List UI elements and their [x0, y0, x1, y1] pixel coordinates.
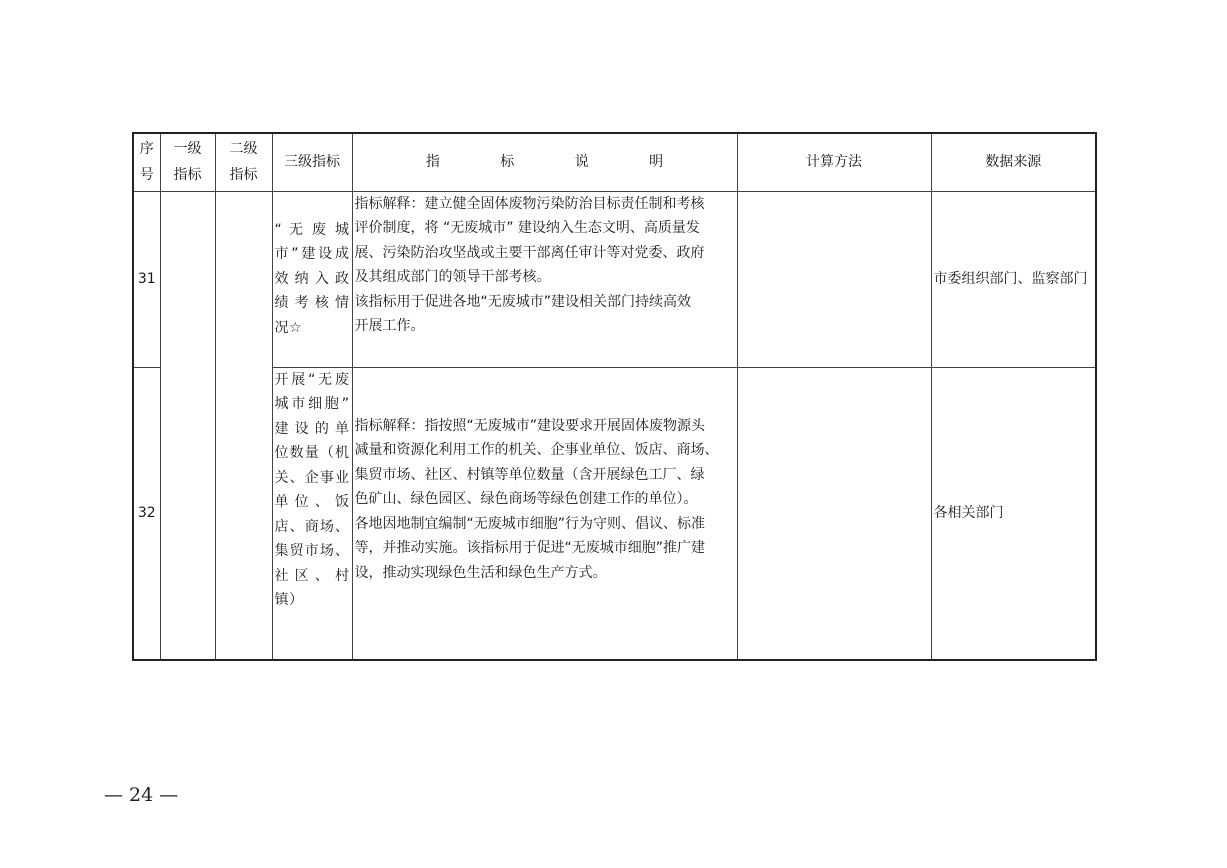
description-line: 各地因地制宜编制“无废城市细胞”行为守则、倡议、标准 — [354, 515, 706, 532]
header-level2-line-1: 二级 — [229, 141, 258, 158]
description-line: 色矿山、绿色园区、绿色商场等绿色创建工作的单位）。 — [354, 491, 698, 507]
row-level3 — [272, 191, 352, 367]
row-level3 — [272, 367, 352, 660]
row-seq: 32 — [133, 367, 160, 660]
table-row — [133, 367, 1096, 660]
description-block — [355, 368, 735, 586]
header-level2 — [215, 133, 272, 191]
header-description — [352, 133, 737, 191]
header-level3: 三级指标 — [272, 133, 352, 191]
description-line: 评价制度，将 “无废城市” 建设纳入生态文明、高质量发 — [354, 220, 700, 236]
header-level1-line-2: 指标 — [173, 167, 202, 184]
level3-line: 位数量（机 — [274, 445, 350, 461]
description-line: 指标解释：建立健全固体废物污染防治目标责任制和考核 — [354, 195, 705, 212]
header-seq-line-2: 号 — [139, 167, 154, 184]
row-seq: 31 — [133, 191, 160, 367]
level3-line: 城市细胞” — [274, 396, 350, 412]
page-number: — 24 — — [104, 784, 179, 806]
header-seq — [133, 133, 160, 191]
description-line: 指标解释：指按照“无废城市”建设要求开展固体废物源头 — [354, 417, 706, 434]
description-line: 及其组成部门的领导干部考核。 — [354, 269, 551, 285]
header-level1-line-1: 一级 — [173, 141, 202, 158]
row-source: 各相关部门 — [931, 367, 1096, 660]
header-method: 计算方法 — [737, 133, 931, 191]
level3-line: 市”建设成 — [274, 246, 350, 263]
table-header-row — [133, 133, 1096, 191]
level3-line: 单 位 、 饭 — [274, 494, 350, 510]
description-line: 减量和资源化利用工作的机关、企事业单位、饭店、商场、 — [354, 442, 719, 458]
header-source: 数据来源 — [931, 133, 1096, 191]
description-line: 开展工作。 — [354, 318, 425, 334]
level3-line: 关、企事业 — [274, 469, 350, 486]
row-description — [352, 367, 737, 660]
description-line: 等，并推动实施。该指标用于促进“无废城市细胞”推广建 — [354, 540, 706, 556]
header-description-label: 指 标 说 明 — [425, 154, 692, 171]
level3-line: 况☆ — [274, 319, 303, 336]
header-level1 — [160, 133, 215, 191]
level3-line: 社 区 、 村 — [274, 567, 350, 584]
level3-line: 镇） — [274, 592, 304, 608]
description-line: 该指标用于促进各地“无废城市”建设相关部门持续高效 — [354, 293, 692, 310]
level3-line: 效 纳 入 政 — [274, 270, 350, 287]
header-level2-line-2: 指标 — [229, 167, 258, 184]
description-line: 设，推动实现绿色生活和绿色生产方式。 — [354, 564, 607, 581]
description-line: 集贸市场、社区、村镇等单位数量（含开展绿色工厂、绿 — [354, 466, 705, 483]
table-row — [133, 191, 1096, 367]
description-line: 展、污染防治攻坚战或主要干部离任审计等对党委、政府 — [354, 244, 705, 261]
indicator-table — [132, 132, 1097, 661]
header-seq-line-1: 序 — [139, 141, 154, 158]
level3-line: 店、商场、 — [274, 518, 350, 535]
level3-line: 集贸市场、 — [274, 543, 350, 559]
row-method — [737, 367, 931, 660]
row-method — [737, 191, 931, 367]
row-level2 — [215, 191, 272, 660]
row-source: 市委组织部门、监察部门 — [931, 191, 1096, 367]
level3-line: “ 无 废 城 — [274, 221, 350, 238]
row-description — [352, 191, 737, 367]
level3-line: 开展“无废 — [274, 371, 350, 388]
level3-line: 建 设 的 单 — [274, 420, 350, 437]
level3-line: 绩 考 核 情 — [274, 295, 350, 312]
row-level1 — [160, 191, 215, 660]
